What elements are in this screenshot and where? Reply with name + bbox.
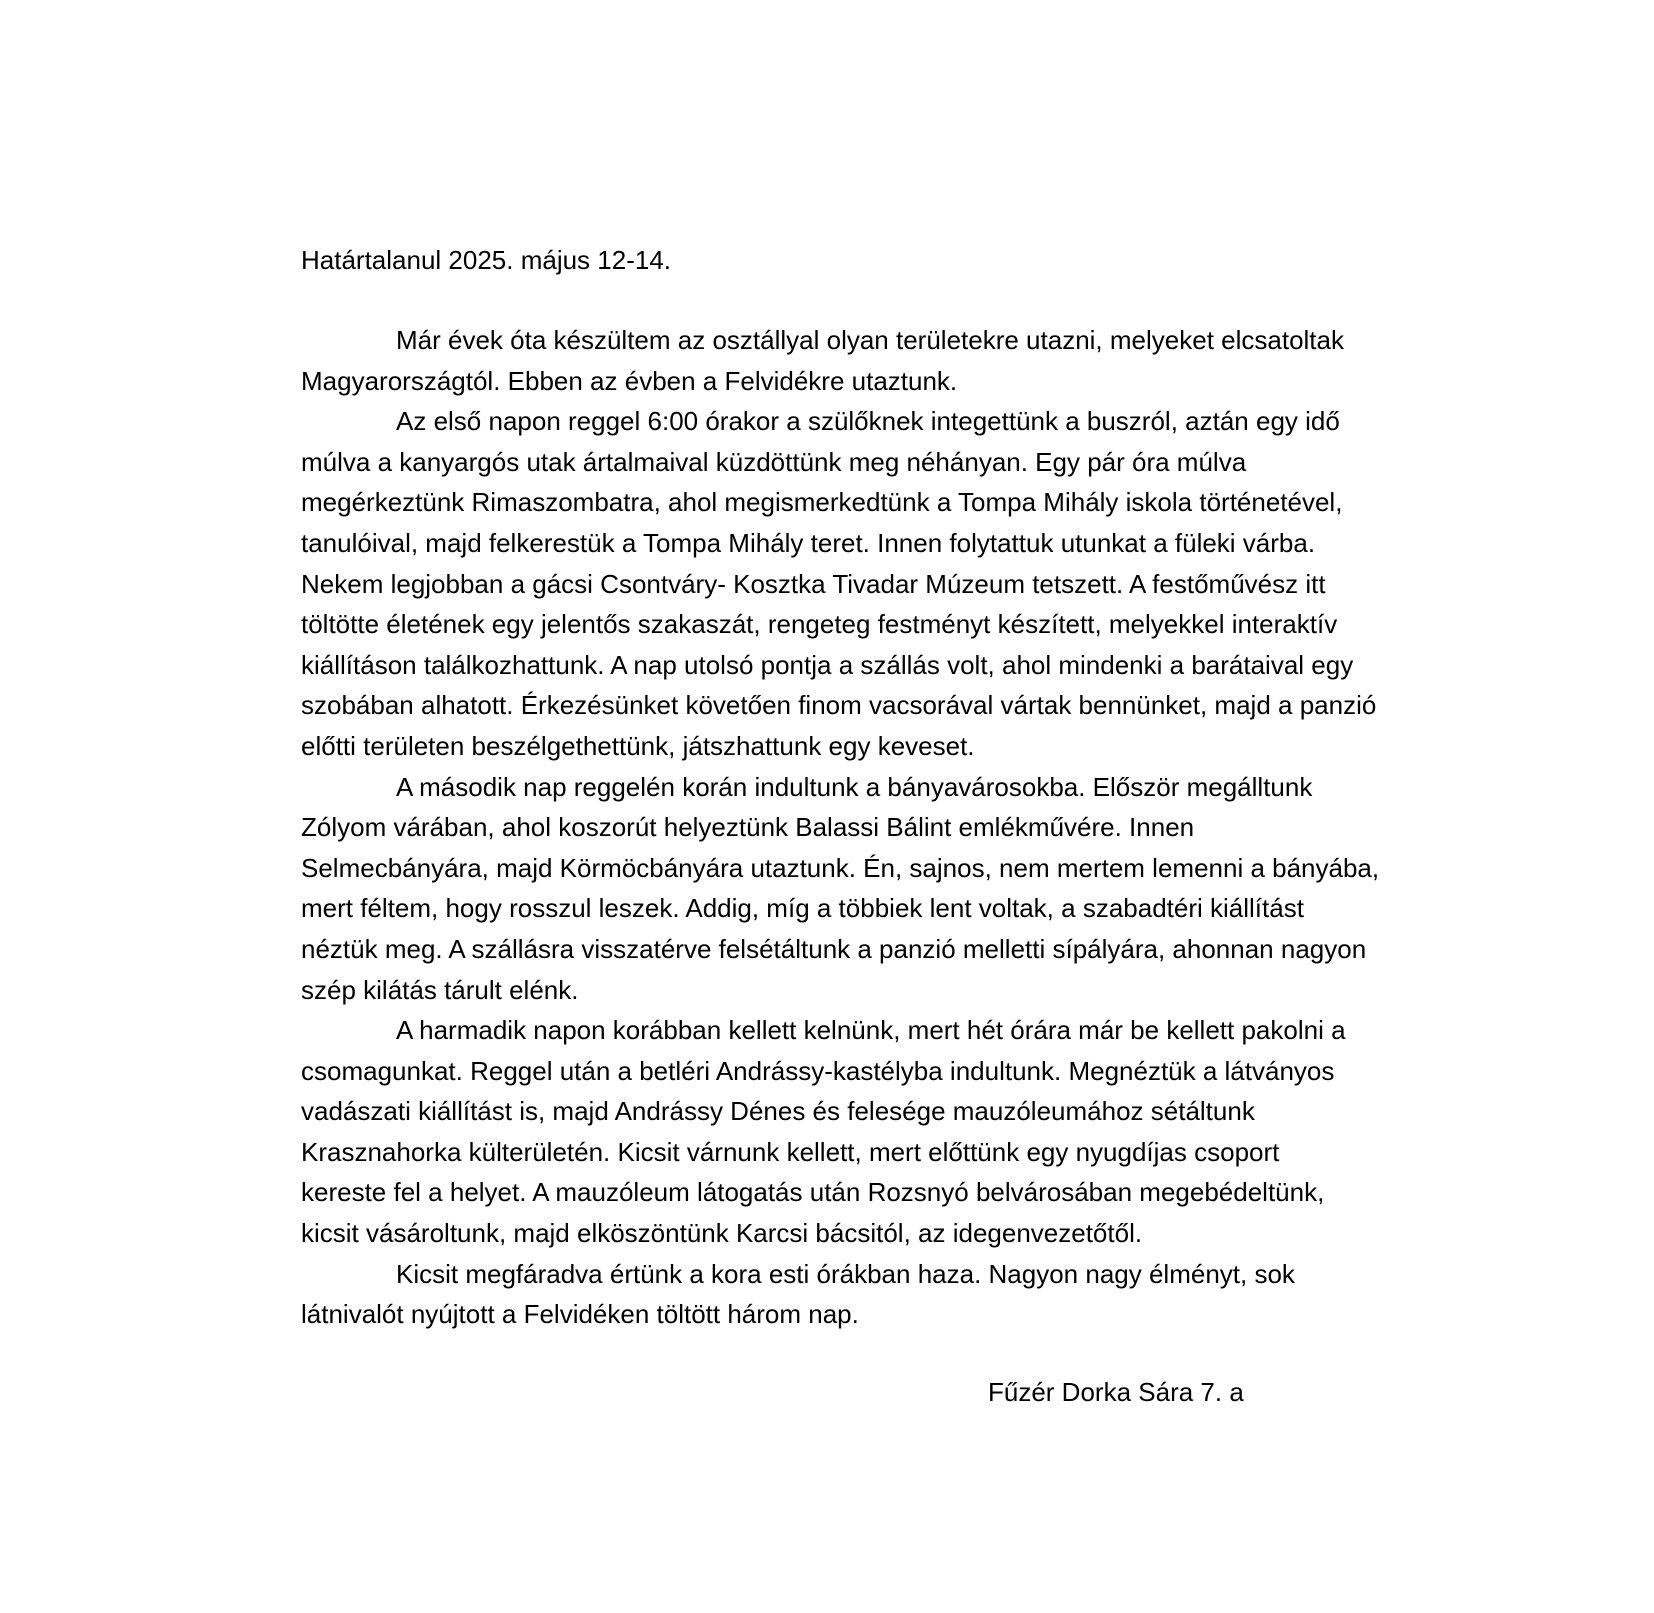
text-line: néztük meg. A szállásra visszatérve felsétáltunk a panzió melletti sípályára, ahonnan nagyon: [301, 933, 1367, 964]
text-line: Nekem legjobban a gácsi Csontváry- Kosztka Tivadar Múzeum tetszett. A festőművész itt: [301, 568, 1326, 599]
text-line: szép kilátás tárult elénk.: [301, 974, 579, 1005]
document-title: Határtalanul 2025. május 12-14.: [301, 245, 672, 275]
text-line: tanulóival, majd felkerestük a Tompa Mihály teret. Innen folytattuk utunkat a füleki várba.: [301, 527, 1316, 558]
text-line: A második nap reggelén korán indultunk a bányavárosokba. Először megálltunk: [396, 771, 1313, 802]
text-line: töltötte életének egy jelentős szakaszát, rengeteg festményt készített, melyekkel interaktív: [301, 609, 1338, 640]
text-line: múlva a kanyargós utak ártalmaival küzdöttünk meg néhányan. Egy pár óra múlva: [301, 446, 1247, 477]
text-line: Már évek óta készültem az osztállyal olyan területekre utazni, melyeket elcsatoltak: [396, 325, 1344, 355]
text-line: vadászati kiállítást is, majd Andrássy Dénes és felesége mauzóleumához sétáltunk: [301, 1096, 1255, 1127]
text-line: Magyarországtól. Ebben az évben a Felvidékre utaztunk.: [301, 365, 958, 396]
text-line: szobában alhatott. Érkezésünket követően finom vacsorával vártak bennünket, majd a panzió: [301, 690, 1377, 721]
text-line: látnivalót nyújtott a Felvidéken töltött három nap.: [301, 1299, 859, 1330]
text-line: kicsit vásároltunk, majd elköszöntünk Karcsi bácsitól, az idegenvezetőtől.: [301, 1218, 1143, 1249]
text-line: Az első napon reggel 6:00 órakor a szülőknek integettünk a buszról, aztán egy idő: [396, 406, 1340, 437]
text-line: Kicsit megfáradva értünk a kora esti órákban haza. Nagyon nagy élményt, sok: [396, 1258, 1295, 1289]
author-signature: Fűzér Dorka Sára 7. a: [988, 1377, 1244, 1407]
text-line: csomagunkat. Reggel után a betléri Andrássy-kastélyba indultunk. Megnéztük a látványos: [301, 1055, 1335, 1086]
text-line: előtti területen beszélgethettünk, játszhattunk egy keveset.: [301, 730, 975, 761]
text-line: A harmadik napon korábban kellett kelnünk, mert hét órára már be kellett pakolni a: [396, 1015, 1346, 1046]
text-line: Zólyom várában, ahol koszorút helyeztünk Balassi Bálint emlékművére. Innen: [301, 812, 1195, 843]
document-body: [301, 320, 1471, 1335]
text-line: Selmecbányára, majd Körmöcbányára utaztunk. Én, sajnos, nem mertem lemenni a bányába,: [301, 852, 1380, 883]
text-line: mert féltem, hogy rosszul leszek. Addig, míg a többiek lent voltak, a szabadtéri kiállítást: [301, 893, 1304, 924]
text-line: Krasznahorka külterületén. Kicsit várnunk kellett, mert előttünk egy nyugdíjas csoport: [301, 1136, 1280, 1167]
text-line: megérkeztünk Rimaszombatra, ahol megismerkedtünk a Tompa Mihály iskola történetével,: [301, 487, 1343, 518]
text-line: kereste fel a helyet. A mauzóleum látogatás után Rozsnyó belvárosában megebédeltünk,: [301, 1177, 1325, 1208]
text-line: kiállításon találkozhattunk. A nap utolsó pontja a szállás volt, ahol mindenki a barátaival egy: [301, 649, 1354, 680]
